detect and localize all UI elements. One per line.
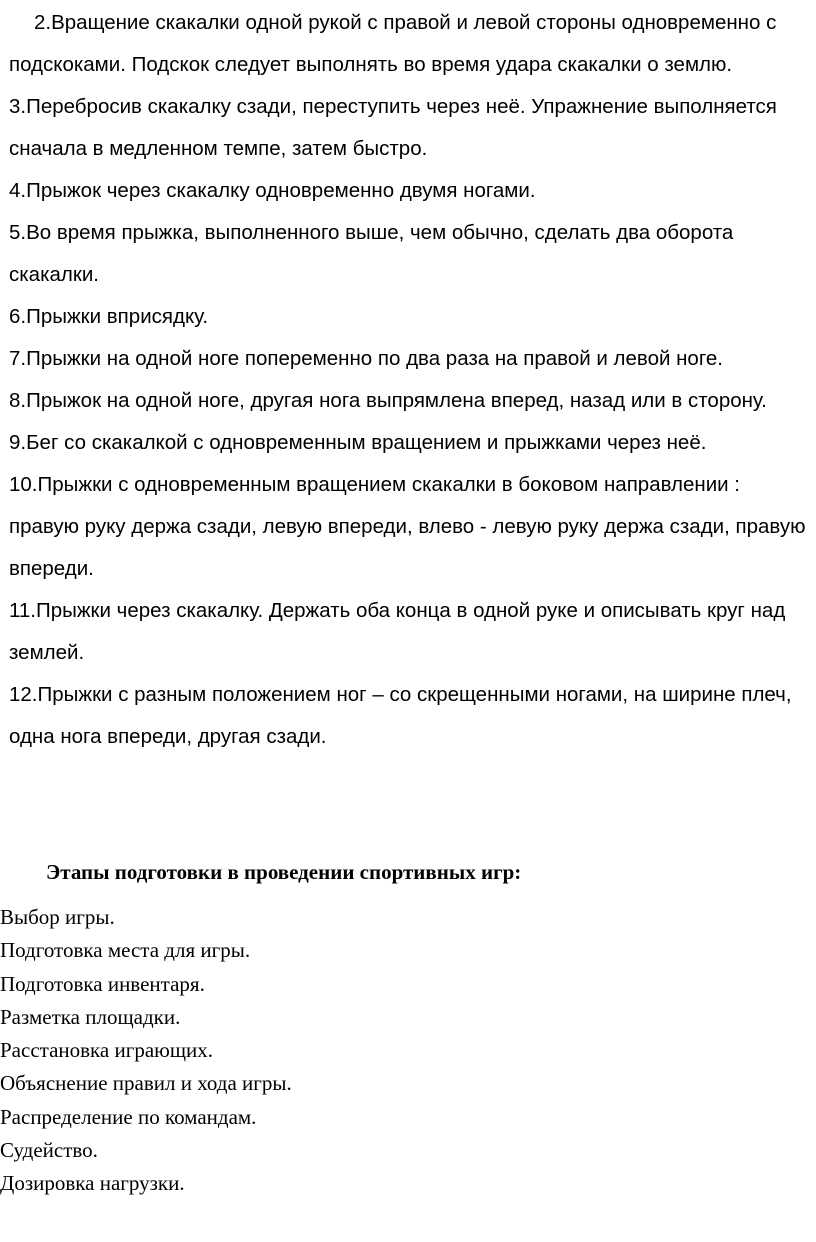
stages-heading: Этапы подготовки в проведении спортивных игр:	[46, 860, 522, 884]
exercise-item: 5.Во время прыжка, выполненного выше, чем обычно, сделать два оборота скакалки.	[9, 221, 734, 286]
exercise-item: 11.Прыжки через скакалку. Держать оба конца в одной руке и описывать круг над землей.	[9, 599, 786, 664]
stage-item: Расстановка играющих.	[0, 1038, 214, 1063]
stage-item: Подготовка места для игры.	[0, 938, 251, 963]
exercise-item: 7.Прыжки на одной ноге попеременно по два раза на правой и левой ноге.	[9, 347, 723, 370]
stage-item: Выбор игры.	[0, 905, 115, 929]
exercise-item: 12.Прыжки с разным положением ног – со скрещенными ногами, на ширине плеч, одна нога впереди, другая сзади.	[9, 683, 792, 748]
exercise-item: 6.Прыжки вприсядку.	[9, 305, 209, 328]
exercise-item: 10.Прыжки с одновременным вращением скакалки в боковом направлении : правую руку держа сзади, левую впереди, влево - левую руку держа сзади, правую впереди.	[9, 473, 806, 580]
exercise-list	[9, 2, 809, 758]
stage-item: Распределение по командам.	[0, 1104, 257, 1129]
stage-item: Судейство.	[0, 1138, 98, 1163]
stage-item: Дозировка нагрузки.	[0, 1171, 185, 1196]
stage-item: Разметка площадки.	[0, 1004, 181, 1029]
exercise-item: 4.Прыжок через скакалку одновременно двумя ногами.	[9, 179, 536, 202]
exercise-item: 8.Прыжок на одной ноге, другая нога выпрямлена вперед, назад или в сторону.	[9, 389, 767, 412]
exercise-item: 9.Бег со скакалкой с одновременным вращением и прыжками через неё.	[9, 431, 707, 454]
stage-item: Подготовка инвентаря.	[0, 971, 205, 996]
exercise-item: 2.Вращение скакалки одной рукой с правой и левой стороны одновременно с подскоками. Подскок следует выполнять во время удара скакалки о землю.	[9, 11, 777, 76]
stages-list	[0, 901, 292, 1201]
stage-item: Объяснение правил и хода игры.	[0, 1071, 292, 1096]
exercise-item: 3.Перебросив скакалку сзади, переступить через неё. Упражнение выполняется сначала в медленном темпе, затем быстро.	[9, 95, 777, 160]
